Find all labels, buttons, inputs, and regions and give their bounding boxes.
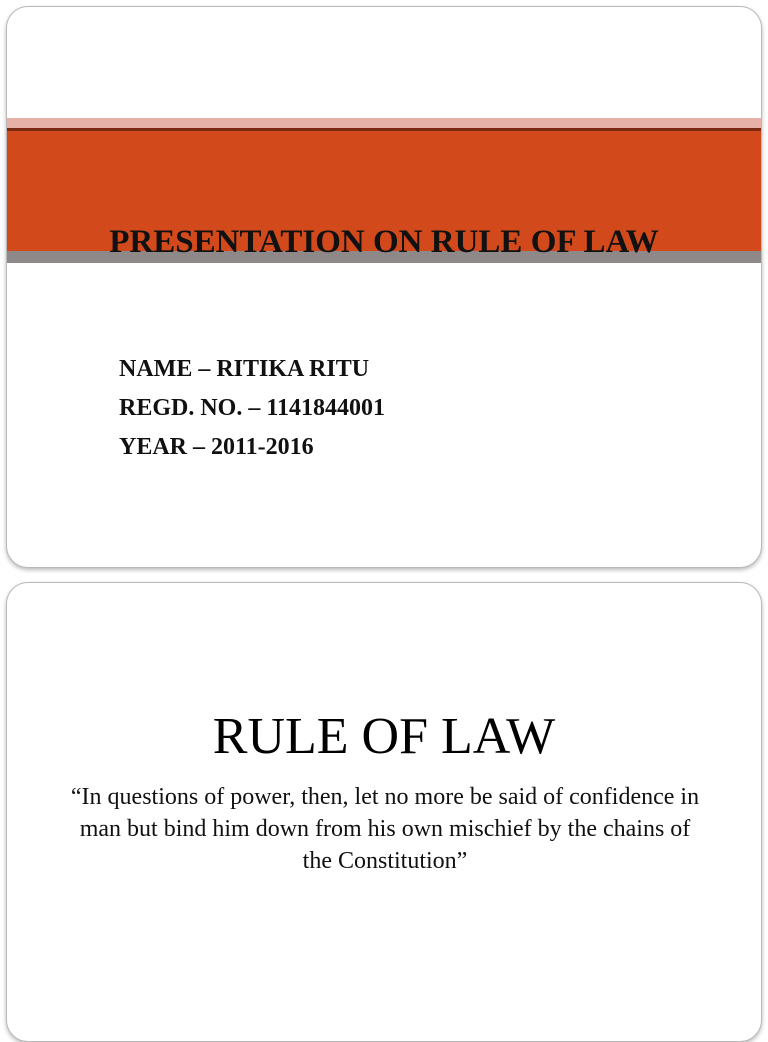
author-info	[119, 350, 385, 467]
registration-number: REGD. NO. – 1141844001	[119, 395, 386, 421]
author-name: NAME – RITIKA RITU	[119, 356, 370, 382]
slide-title	[6, 6, 762, 568]
band-top-stripe	[7, 118, 761, 128]
presentation-title: PRESENTATION ON RULE OF LAW	[109, 224, 659, 260]
slide-heading: RULE OF LAW	[212, 708, 556, 765]
constitution-quote: “In questions of power, then, let no more be said of confidence in man but bind him down from his own mischief by the chains of the Constitution”	[70, 784, 700, 874]
academic-year: YEAR – 2011-2016	[119, 434, 314, 460]
slide-rule-of-law	[6, 582, 762, 1042]
